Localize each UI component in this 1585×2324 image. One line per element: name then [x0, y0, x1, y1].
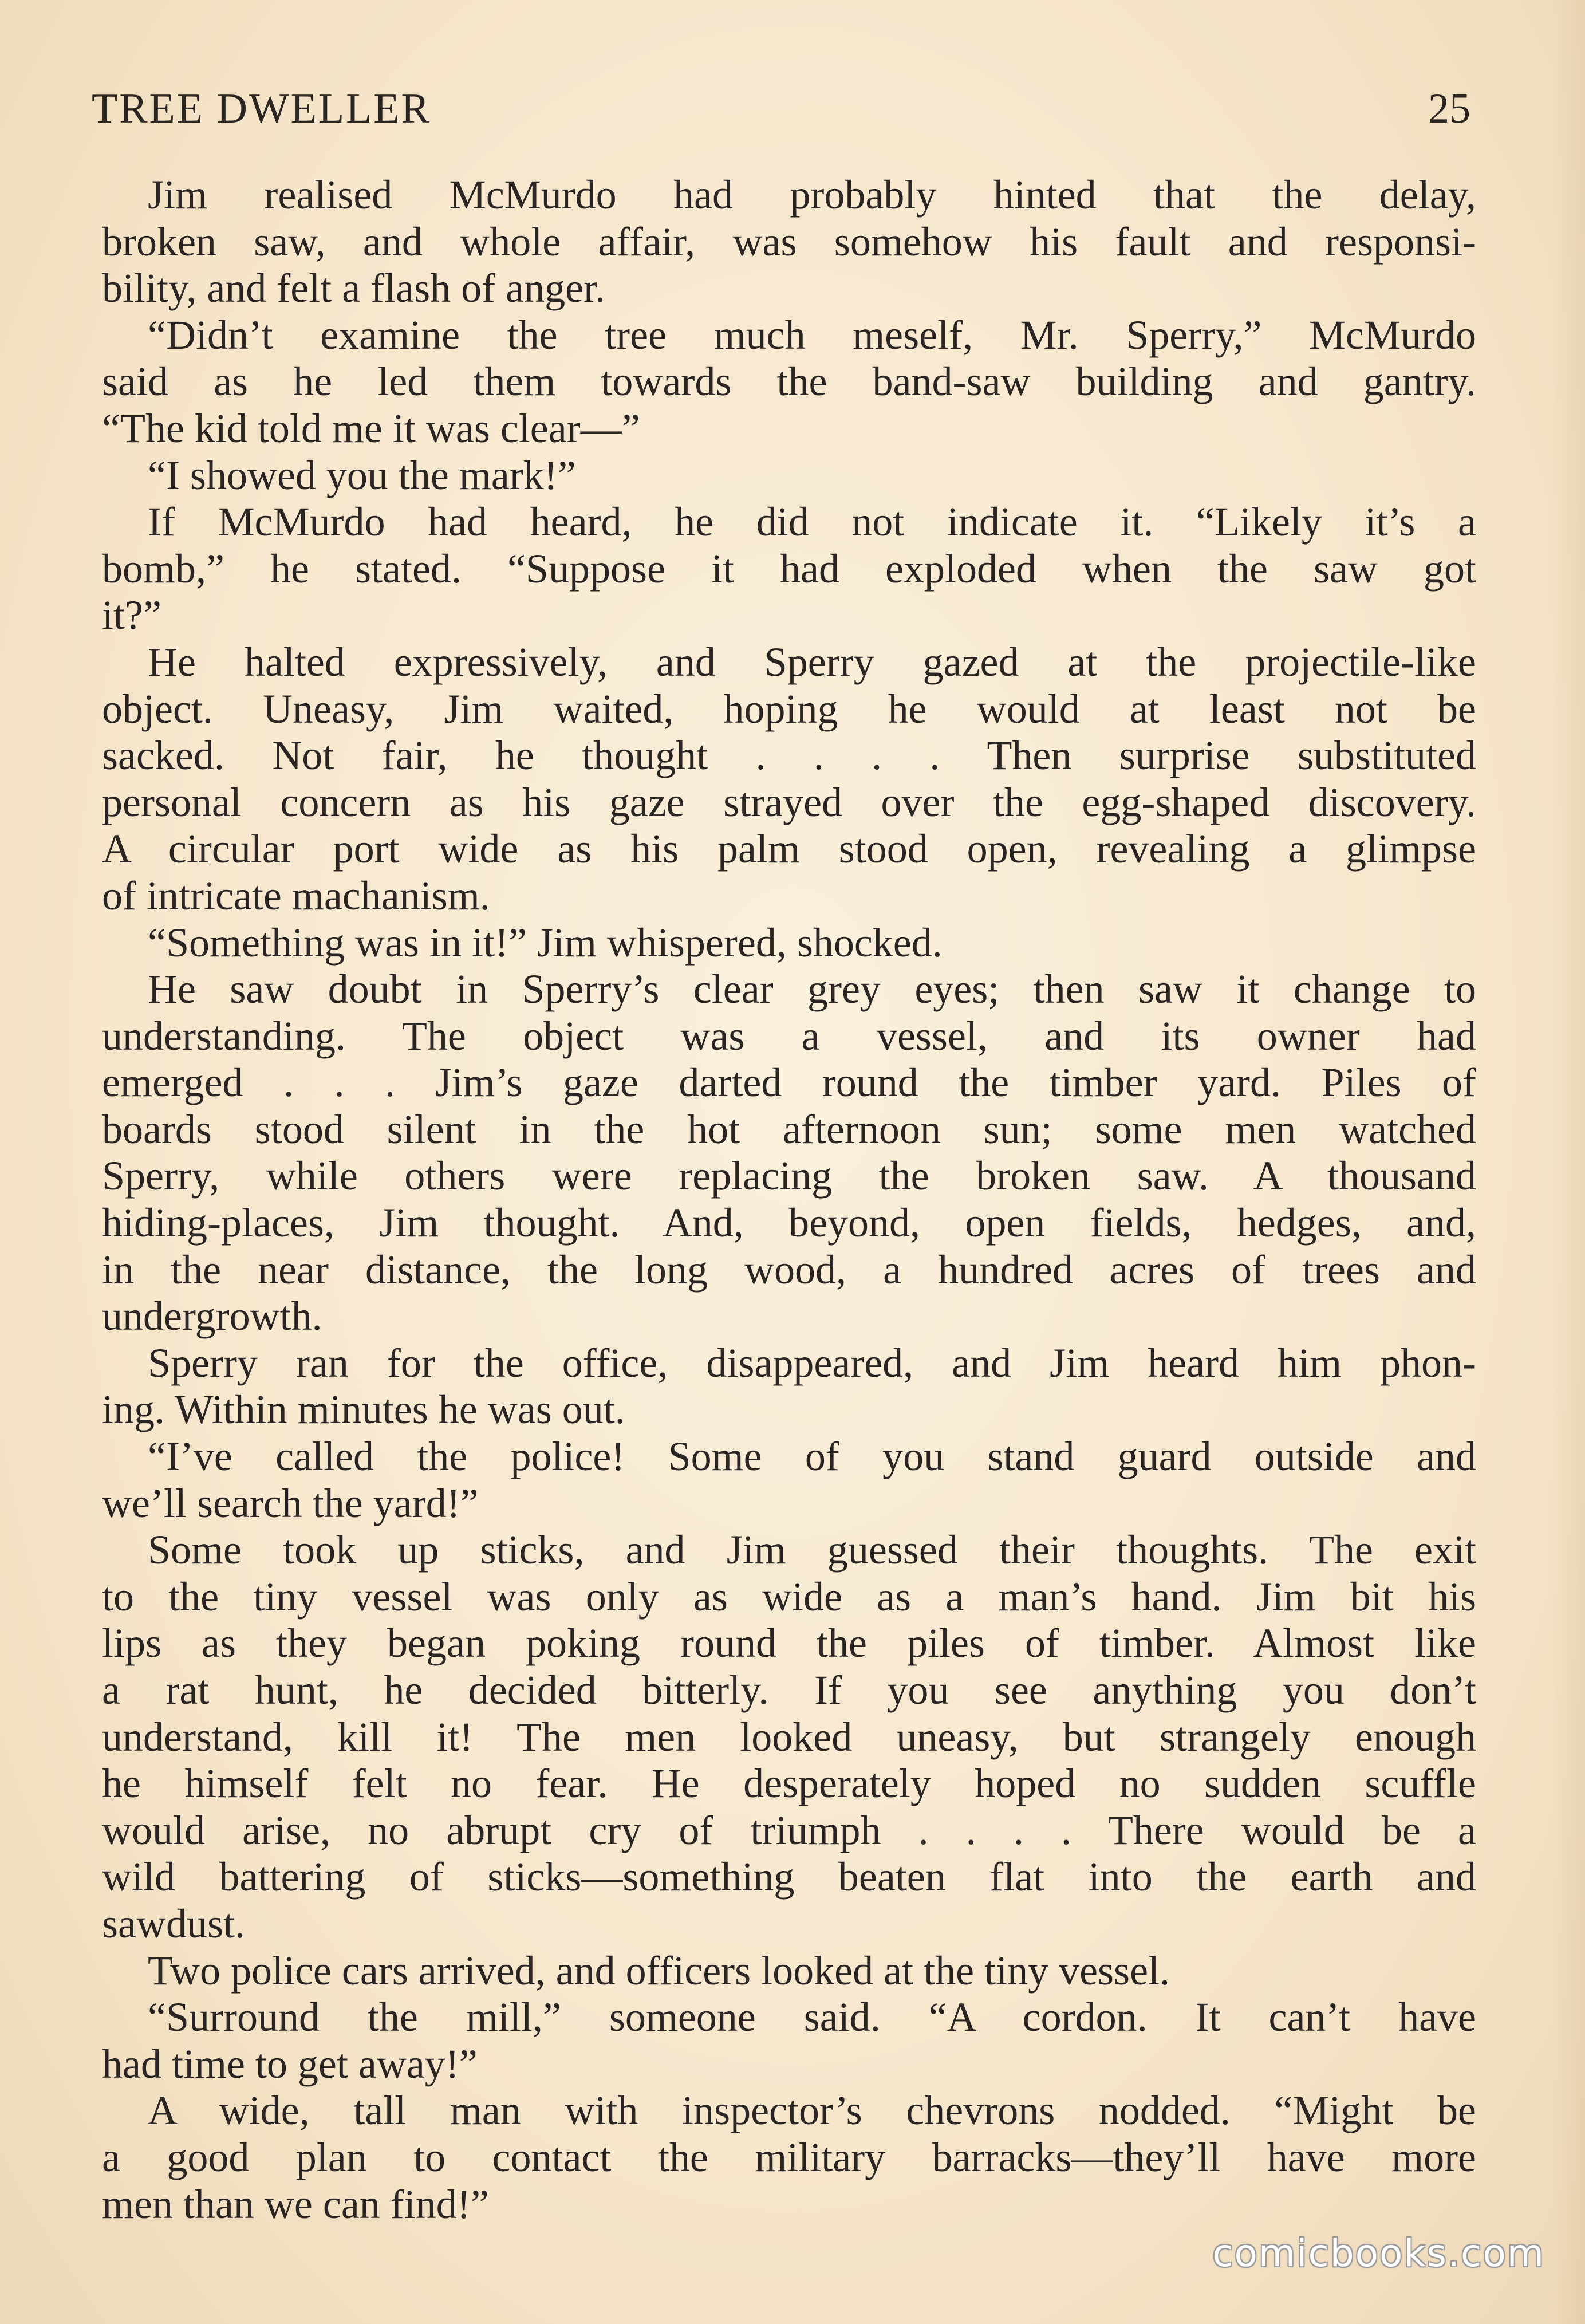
text-line: he himself felt no fear. He desperately hoped no sudden scuffle [102, 1760, 1476, 1807]
text-line: Jim realised McMurdo had probably hinted that the delay, [148, 172, 1476, 218]
text-line: “Didn’t examine the tree much meself, Mr. Sperry,” McMurdo [148, 312, 1476, 358]
text-line: “Something was in it!” Jim whispered, shocked. [148, 919, 943, 966]
text-line: to the tiny vessel was only as wide as a man’s hand. Jim bit his [102, 1573, 1476, 1620]
text-line: Sperry ran for the office, disappeared, and Jim heard him phon- [148, 1340, 1476, 1386]
text-line: sacked. Not fair, he thought . . . . Then surprise substituted [102, 732, 1476, 779]
text-line: boards stood silent in the hot afternoon sun; some men watched [102, 1106, 1476, 1152]
text-line: lips as they began poking round the piles of timber. Almost like [102, 1620, 1476, 1667]
text-line: If McMurdo had heard, he did not indicate it. “Likely it’s a [148, 499, 1476, 545]
text-line: would arise, no abrupt cry of triumph . . . . There would be a [102, 1807, 1476, 1853]
page-header [92, 77, 1470, 140]
text-line: hiding-places, Jim thought. And, beyond, open fields, hedges, and, [102, 1200, 1476, 1246]
text-line: a rat hunt, he decided bitterly. If you see anything you don’t [102, 1667, 1476, 1713]
text-line: we’ll search the yard!” [102, 1480, 479, 1526]
text-line: emerged . . . Jim’s gaze darted round the timber yard. Piles of [102, 1059, 1476, 1106]
body-text [102, 172, 1476, 2228]
text-line: it?” [102, 592, 161, 639]
page-edge-shading [1551, 0, 1585, 2324]
text-line: Two police cars arrived, and officers looked at the tiny vessel. [148, 1947, 1170, 1994]
watermark: comicbooks.com [1212, 2231, 1545, 2275]
text-line: bomb,” he stated. “Suppose it had exploded when the saw got [102, 545, 1476, 592]
text-line: undergrowth. [102, 1293, 322, 1340]
text-line: wild battering of sticks—something beaten flat into the earth and [102, 1854, 1476, 1900]
text-line: sawdust. [102, 1900, 245, 1947]
text-line: “The kid told me it was clear—” [102, 405, 640, 451]
text-line: had time to get away!” [102, 2041, 478, 2087]
text-line: of intricate machanism. [102, 872, 490, 919]
text-line: “I’ve called the police! Some of you stand guard outside and [148, 1433, 1476, 1480]
text-line: He saw doubt in Sperry’s clear grey eyes; then saw it change to [148, 966, 1476, 1013]
text-line: He halted expressively, and Sperry gazed at the projectile-like [148, 639, 1476, 685]
text-line: understand, kill it! The men looked uneasy, but strangely enough [102, 1714, 1476, 1760]
running-head: TREE DWELLER [92, 85, 431, 132]
text-line: “Surround the mill,” someone said. “A cordon. It can’t have [148, 1994, 1476, 2041]
text-line: personal concern as his gaze strayed over the egg-shaped discovery. [102, 779, 1476, 825]
text-line: object. Uneasy, Jim waited, hoping he would at least not be [102, 686, 1476, 732]
text-line: understanding. The object was a vessel, and its owner had [102, 1013, 1476, 1059]
text-line: Some took up sticks, and Jim guessed their thoughts. The exit [148, 1527, 1476, 1573]
text-line: broken saw, and whole affair, was somehow his fault and responsi- [102, 218, 1476, 265]
text-line: Sperry, while others were replacing the broken saw. A thousand [102, 1153, 1476, 1199]
text-line: A wide, tall man with inspector’s chevrons nodded. “Might be [148, 2087, 1476, 2134]
text-line: “I showed you the mark!” [148, 452, 576, 498]
text-line: men than we can find!” [102, 2181, 489, 2227]
text-line: A circular port wide as his palm stood open, revealing a glimpse [102, 826, 1476, 872]
text-line: ing. Within minutes he was out. [102, 1386, 625, 1433]
page-number: 25 [1428, 85, 1470, 132]
text-line: in the near distance, the long wood, a hundred acres of trees and [102, 1246, 1476, 1293]
text-line: said as he led them towards the band-saw building and gantry. [102, 359, 1476, 405]
text-line: bility, and felt a flash of anger. [102, 265, 606, 312]
text-line: a good plan to contact the military barracks—they’ll have more [102, 2134, 1476, 2180]
